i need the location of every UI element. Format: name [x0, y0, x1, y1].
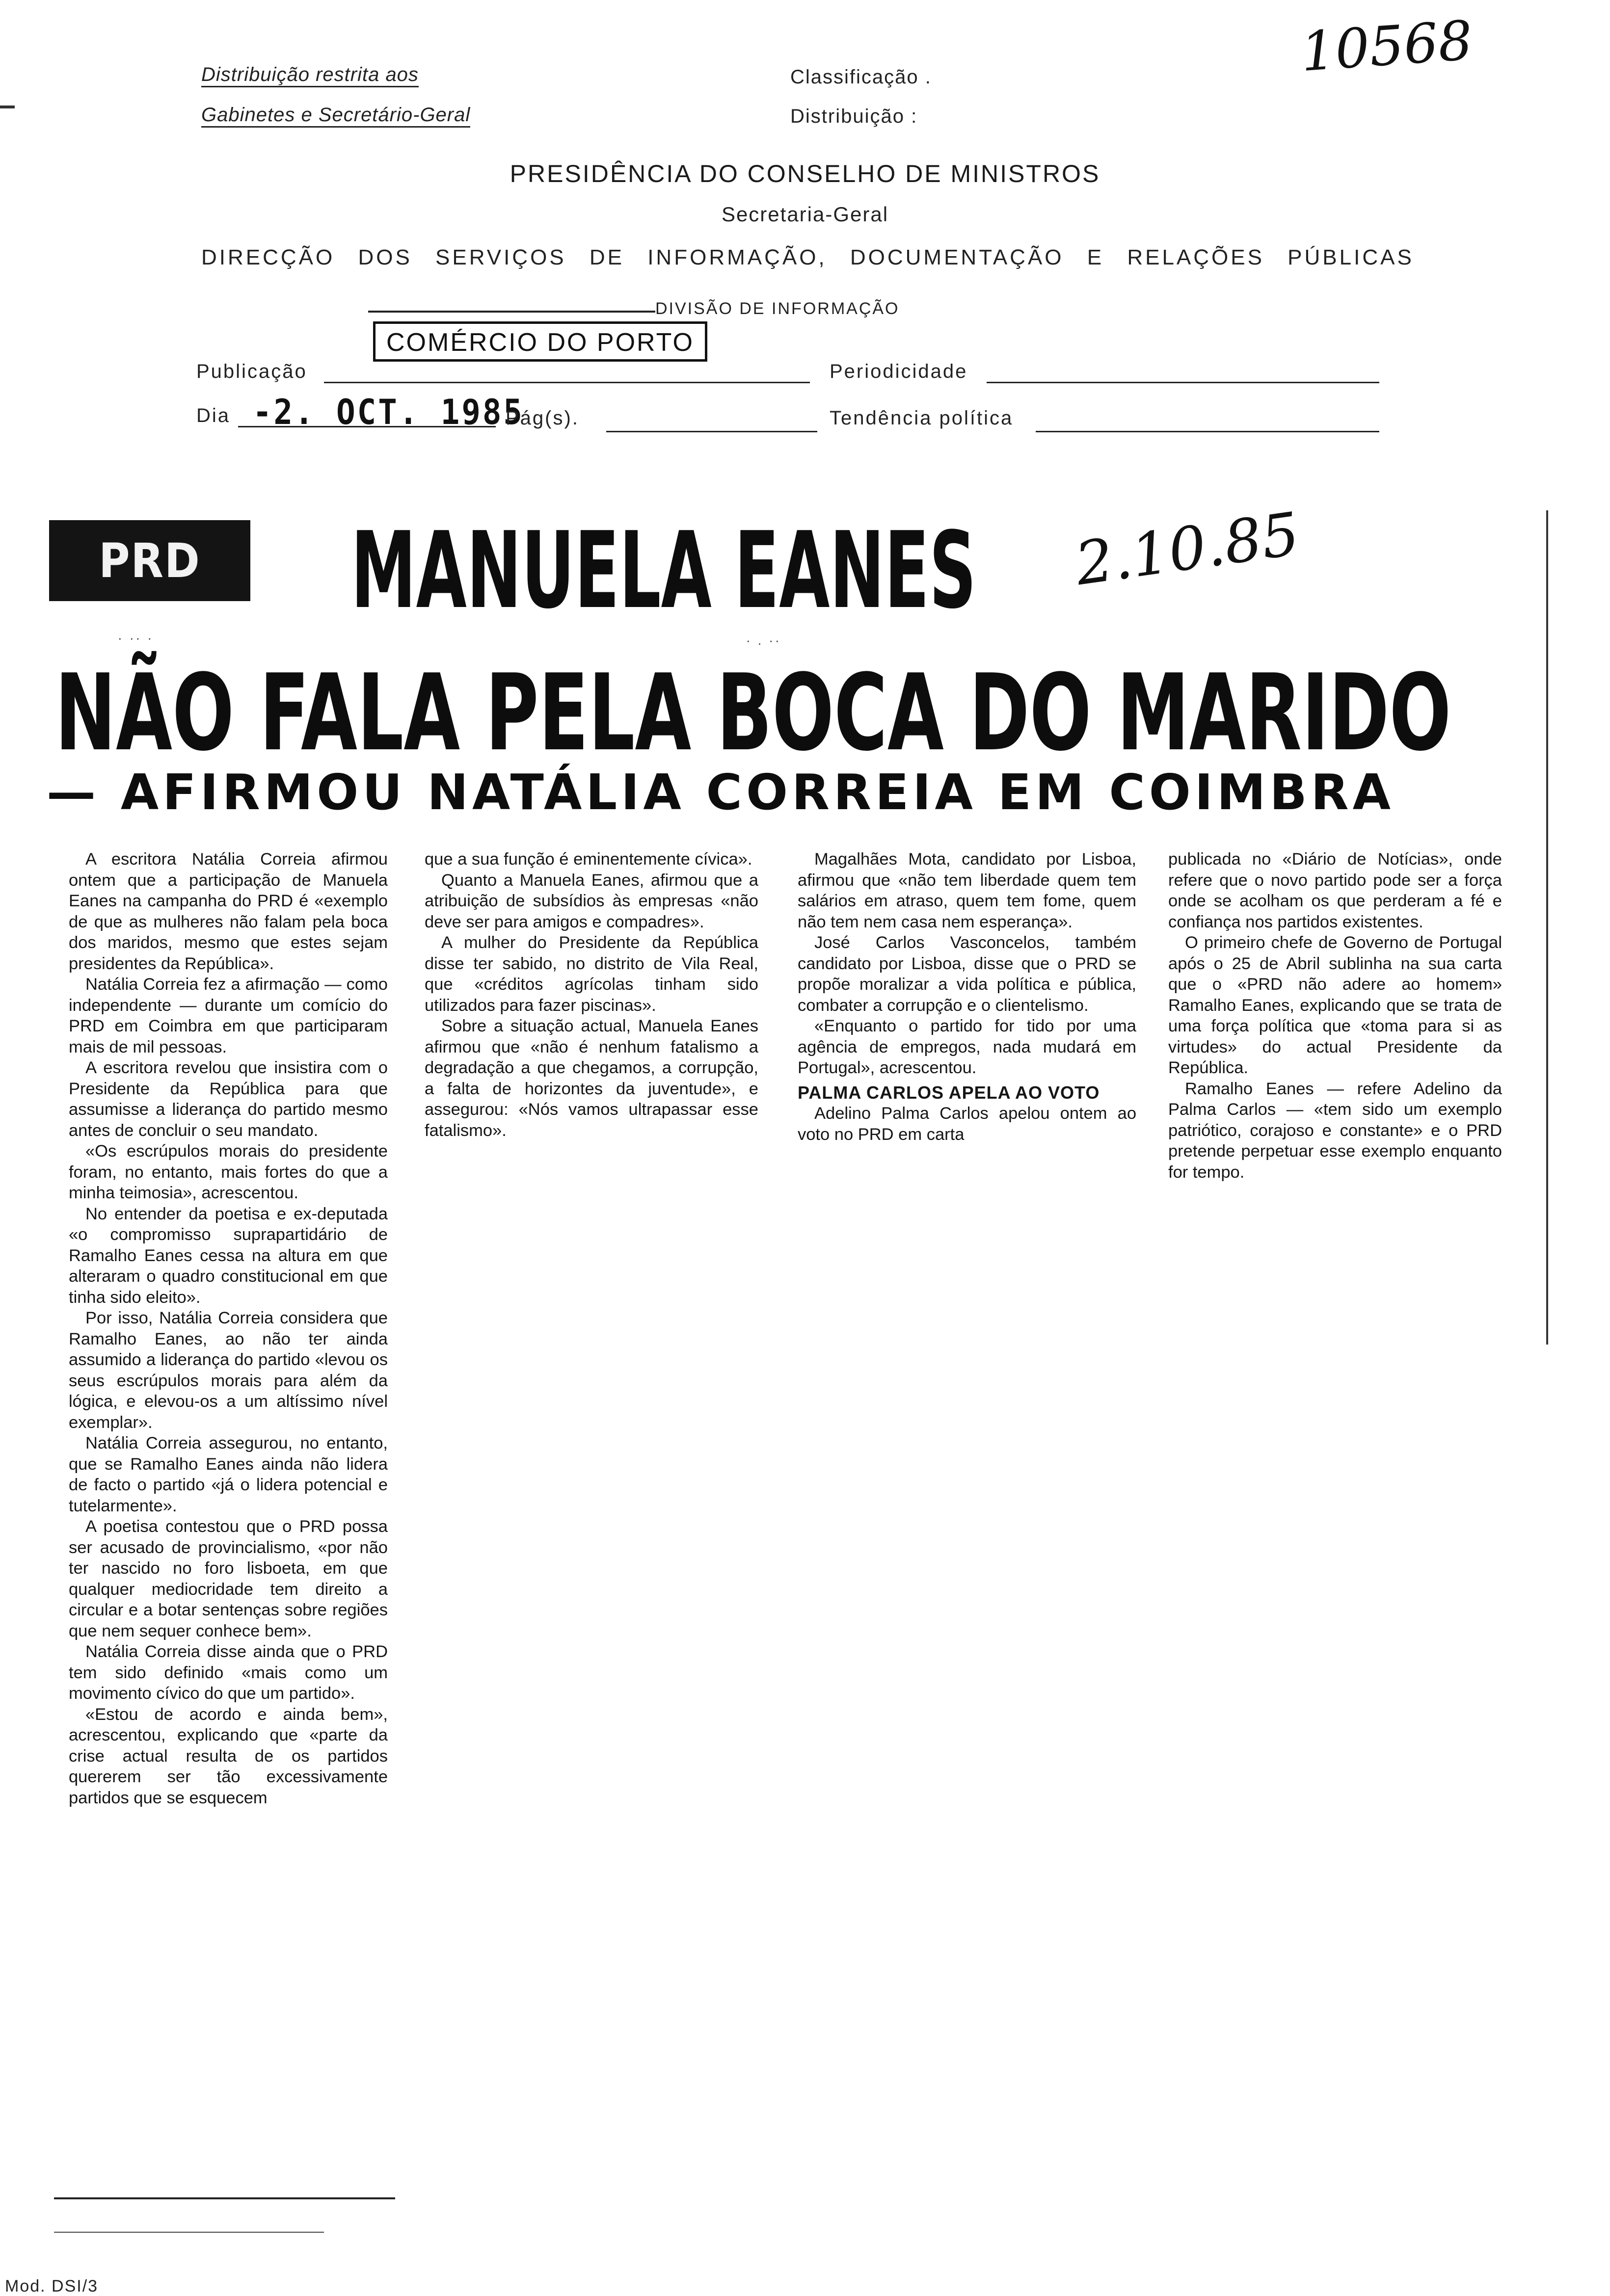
article-column-4: [1168, 849, 1502, 1183]
distribution-note-line1: Distribuição restrita aos: [201, 64, 419, 87]
headline-annotation: 2.10.85: [1071, 500, 1304, 599]
paragraph: Quanto a Manuela Eanes, afirmou que a atribuição de subsídios às empresas «não deve ser para amigos e compadres».: [425, 871, 758, 931]
classification-label: Classificação .: [790, 66, 932, 88]
division-rule: [368, 311, 655, 313]
clipping-right-edge: [1546, 510, 1548, 1345]
secretariat: Secretaria-Geral: [721, 203, 889, 226]
paragraph: Natália Correia disse ainda que o PRD tem sido definido «mais como um movimento cívico do que um partido».: [69, 1642, 388, 1703]
headline-line2: NÃO FALA PELA BOCA DO MARIDO: [55, 651, 1451, 774]
periodicity-label: Periodicidade: [830, 361, 968, 382]
publication-label: Publicação: [196, 361, 307, 382]
bottom-rule-thin: [54, 2232, 324, 2233]
publication-line: [324, 382, 810, 383]
publication-stamp: COMÉRCIO DO PORTO: [373, 321, 707, 362]
political-line: [1036, 431, 1379, 432]
paragraph: Magalhães Mota, candidato por Lisboa, afirmou que «não tem liberdade quem tem salários em atraso, quem tem fome, quem não tem nem casa nem esperança».: [798, 850, 1136, 931]
paragraph: Por isso, Natália Correia considera que Ramalho Eanes, ao não ter ainda assumido a liderança do partido «levou os seus escrúpulos morais para além da lógica, e elevou-os a um altíssimo nível exemplar».: [69, 1309, 388, 1432]
pages-label: Pág(s).: [506, 407, 579, 429]
scan-speckle: · ·· ·: [118, 631, 154, 645]
paragraph: «Estou de acordo e ainda bem», acrescentou, explicando que «parte da crise actual resulta de os partidos quererem ser tão excessivamente partidos que se esquecem: [69, 1705, 388, 1807]
subheadline: — AFIRMOU NATÁLIA CORREIA EM COIMBRA: [47, 764, 1395, 821]
paragraph: Ramalho Eanes — refere Adelino da Palma Carlos — «tem sido um exemplo patriótico, corajoso e constante» e o PRD pretende perpetuar esse exemplo enquanto for tempo.: [1168, 1079, 1502, 1182]
political-label: Tendência política: [830, 407, 1014, 429]
paragraph: A escritora revelou que insistira com o Presidente da República para que assumisse a liderança do partido mesmo antes de concluir o seu mandato.: [69, 1058, 388, 1140]
paragraph: que a sua função é eminentemente cívica».: [425, 850, 752, 869]
pages-line: [606, 431, 817, 432]
paragraph: Adelino Palma Carlos apelou ontem ao voto no PRD em carta: [798, 1104, 1136, 1144]
footer-code: Mod. DSI/3: [5, 2277, 99, 2296]
paragraph: «Os escrúpulos morais do presidente foram, no entanto, mais fortes do que a minha teimosia», acrescentou.: [69, 1142, 388, 1202]
distribution-label: Distribuição :: [790, 106, 918, 127]
paragraph: A mulher do Presidente da República disse ter sabido, no distrito de Vila Real, que «créditos agrícolas tinham sido utilizados para fazer piscinas».: [425, 933, 758, 1015]
distribution-note-line2: Gabinetes e Secretário-Geral: [201, 104, 470, 128]
ministry-title: PRESIDÊNCIA DO CONSELHO DE MINISTROS: [510, 160, 1100, 187]
paragraph: publicada no «Diário de Notícias», onde refere que o novo partido pode ser a força onde se acolham os que perderam a fé e confiança nos partidos existentes.: [1168, 850, 1502, 931]
paragraph: A poetisa contestou que o PRD possa ser acusado de provincialismo, «por não ter nascido no foro lisboeta, em que qualquer mediocridade tem direito a circular e a botar sentenças sobre regiões que nem sequer conhece bem».: [69, 1517, 388, 1640]
paragraph: Natália Correia fez a afirmação — como independente — durante um comício do PRD em Coimbra em que participaram mais de mil pessoas.: [69, 975, 388, 1056]
handwritten-number: 10568: [1298, 8, 1475, 84]
day-label: Dia: [196, 405, 231, 426]
section-tag-box: [49, 520, 250, 601]
directorate: DIRECÇÃO DOS SERVIÇOS DE INFORMAÇÃO, DOCUMENTAÇÃO E RELAÇÕES PÚBLICAS: [201, 245, 1414, 269]
periodicity-line: [987, 382, 1379, 383]
paragraph: A escritora Natália Correia afirmou ontem que a participação de Manuela Eanes na campanha do PRD é «exemplo de que as mulheres não falam pela boca dos maridos, mesmo que estes sejam presidentes da República».: [69, 850, 388, 973]
section-heading: PALMA CARLOS APELA AO VOTO: [798, 1082, 1100, 1103]
paragraph: Sobre a situação actual, Manuela Eanes afirmou que «não é nenhum fatalismo a degradação a que chegamos, a corrupção, a falta de horizontes da juventude», e assegurou: «Nós vamos ultrapassar esse fatalismo».: [425, 1017, 758, 1140]
division: DIVISÃO DE INFORMAÇÃO: [655, 299, 900, 318]
article-column-3: [798, 849, 1136, 1145]
article-column-2: [425, 849, 758, 1141]
scan-mark: [0, 106, 15, 108]
day-value: -2. OCT. 1985: [253, 393, 524, 433]
paragraph: José Carlos Vasconcelos, também candidato por Lisboa, disse que o PRD se propõe moralizar a vida política e pública, combater a corrupção e o clientelismo.: [798, 933, 1136, 1015]
section-tag: PRD: [99, 533, 201, 588]
paragraph: O primeiro chefe de Governo de Portugal após o 25 de Abril sublinha na sua carta que o «PRD não adere ao homem» Ramalho Eanes, explicando que se trata de uma força política que «toma para si as virtudes» do actual Presidente da República.: [1168, 933, 1502, 1077]
scan-speckle: · . ··: [746, 633, 781, 648]
paragraph: No entender da poetisa e ex-deputada «o compromisso suprapartidário de Ramalho Eanes cessa na altura em que alteraram o quadro constitucional em que tinha sido eleito».: [69, 1204, 388, 1307]
paragraph: Natália Correia assegurou, no entanto, que se Ramalho Eanes ainda não lidera de facto o partido «já o lidera potencial e tutelarmente».: [69, 1434, 388, 1515]
paragraph: «Enquanto o partido for tido por uma agência de empregos, nada mudará em Portugal», acrescentou.: [798, 1017, 1136, 1077]
bottom-rule: [54, 2197, 395, 2199]
headline-line1: MANUELA EANES: [351, 509, 977, 632]
article-column-1: [69, 849, 388, 1808]
